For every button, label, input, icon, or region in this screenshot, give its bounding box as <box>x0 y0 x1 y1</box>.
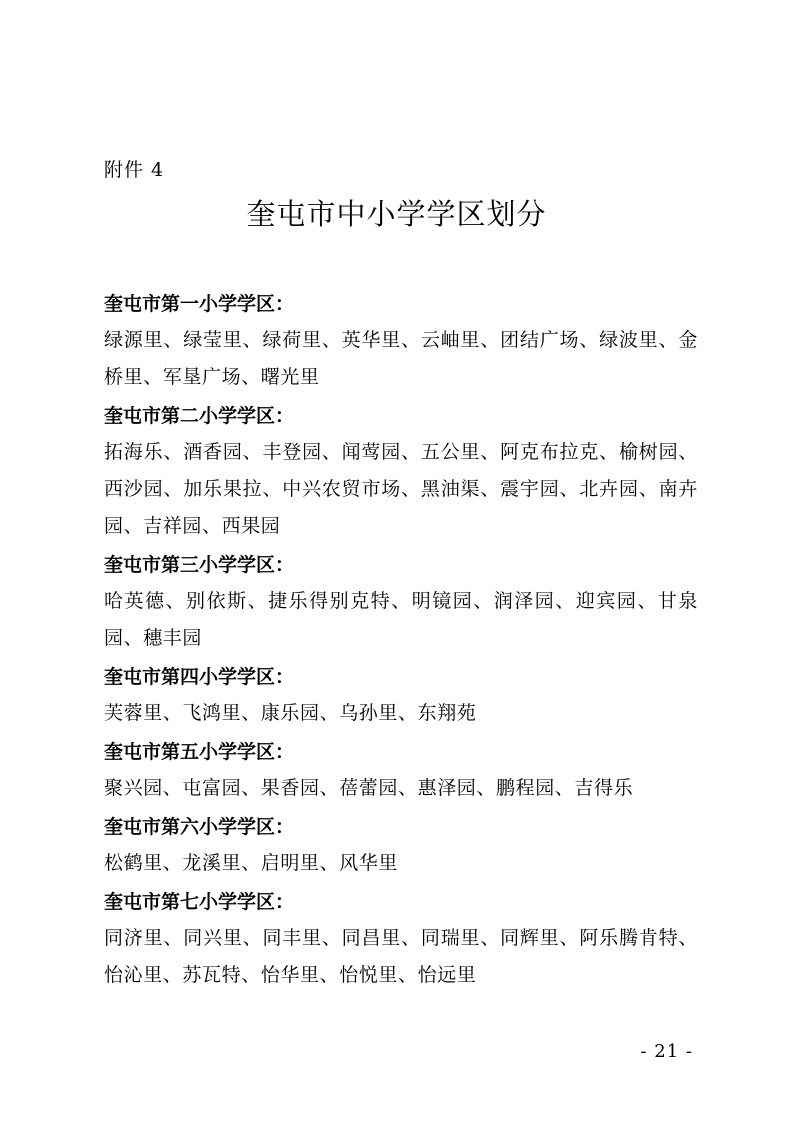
district-areas: 哈英德、别依斯、捷乐得别克特、明镜园、润泽园、迎宾园、甘泉园、穗丰园 <box>104 590 698 649</box>
district-areas: 芙蓉里、飞鸿里、康乐园、乌孙里、东翔苑 <box>104 702 477 724</box>
page-title: 奎屯市中小学学区划分 <box>246 197 547 231</box>
district-section <box>104 884 698 994</box>
district-section <box>104 547 698 657</box>
district-areas: 松鹤里、龙溪里、启明里、风华里 <box>104 852 399 874</box>
district-section <box>104 734 698 807</box>
district-areas: 拓海乐、酒香园、丰登园、闻莺园、五公里、阿克布拉克、榆树园、西沙园、加乐果拉、中兴农贸市场、黑油渠、震宇园、北卉园、南卉园、吉祥园、西果园 <box>104 441 698 537</box>
district-heading: 奎屯市第六小学学区： <box>104 816 295 838</box>
district-section <box>104 809 698 882</box>
district-heading: 奎屯市第四小学学区： <box>104 666 295 688</box>
district-heading: 奎屯市第七小学学区： <box>104 891 295 913</box>
district-areas: 聚兴园、屯富园、果香园、蓓蕾园、惠泽园、鹏程园、吉得乐 <box>104 777 634 799</box>
district-section <box>104 286 698 396</box>
district-section <box>104 398 698 545</box>
attachment-label: 附件 4 <box>104 159 165 181</box>
page-number: - 21 - <box>640 1041 693 1062</box>
district-heading: 奎屯市第五小学学区： <box>104 741 295 763</box>
district-heading: 奎屯市第一小学学区： <box>104 293 295 315</box>
district-heading: 奎屯市第二小学学区： <box>104 405 295 427</box>
district-section <box>104 659 698 732</box>
district-areas: 绿源里、绿莹里、绿荷里、英华里、云岫里、团结广场、绿波里、金桥里、军垦广场、曙光里 <box>104 329 698 388</box>
district-areas: 同济里、同兴里、同丰里、同昌里、同瑞里、同辉里、阿乐腾肯特、怡沁里、苏瓦特、怡华里、怡悦里、怡远里 <box>104 927 698 986</box>
district-list <box>104 286 698 996</box>
district-heading: 奎屯市第三小学学区： <box>104 554 295 576</box>
